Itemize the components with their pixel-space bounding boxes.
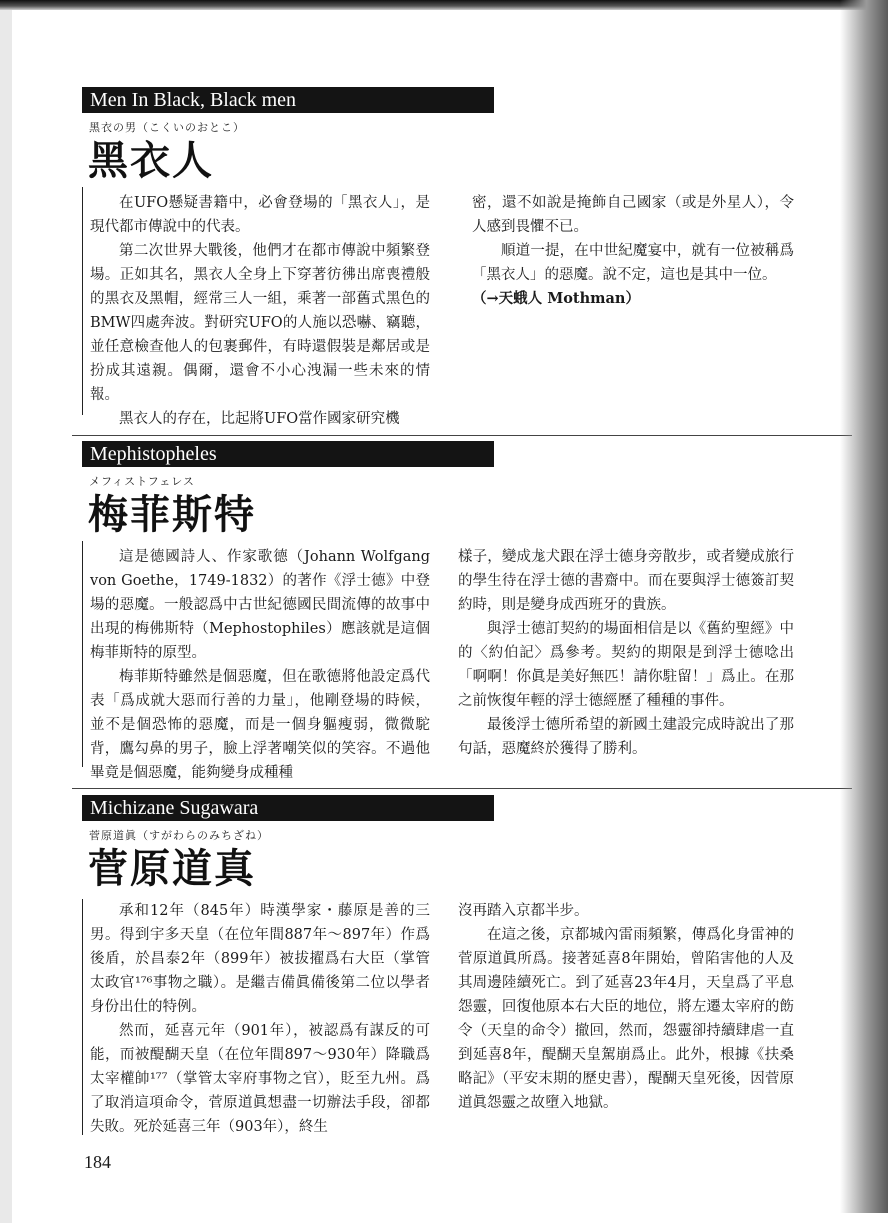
right-column (458, 545, 794, 761)
left-column-rule (82, 187, 83, 415)
paragraph: 最後浮士德所希望的新國土建設完成時說出了那句話，惡魔終於獲得了勝利。 (458, 717, 794, 757)
page-top-shadow (0, 0, 888, 10)
cross-reference: （→天蛾人 Mothman） (472, 290, 640, 307)
section-divider (72, 788, 852, 789)
entry-men-in-black (82, 87, 842, 427)
paragraph: 在這之後，京都城內雷雨頻繁，傳爲化身雷神的菅原道眞所爲。接著延喜8年開始，曾陷害他的人及其周邊陸續死亡。到了延喜23年4月，天皇爲了平息怨靈，回復他原本右大臣的地位，將左遷太宰府的飭令（天皇的命令）撤回，然而，怨靈卻持續肆虐一直到延喜8年，醍醐天皇駕崩爲止。此外，根據《扶桑略記》（平安末期的歷史書），醍醐天皇死後，因菅原道眞怨靈之故墮入地獄。 (458, 927, 794, 1111)
entry-michizane-sugawara (82, 795, 842, 1135)
page-number: 184 (84, 1152, 111, 1172)
section-divider (72, 435, 852, 436)
entry-title: 梅菲斯特 (88, 492, 256, 538)
english-title: Mephistopheles (82, 441, 494, 467)
paragraph: 梅菲斯特雖然是個惡魔，但在歌德將他設定爲代表「爲成就大惡而行善的力量」，他剛登場的時候，並不是個恐怖的惡魔，而是一個身軀瘦弱，微微駝背，鷹勾鼻的男子，臉上浮著嘲笑似的笑容。不過他畢竟是個惡魔，能夠變身成種種 (90, 669, 430, 781)
paragraph: 然而，延喜元年（901年），被認爲有謀反的可能，而被醍醐天皇（在位年間897～930年）降職爲太宰權帥¹⁷⁷（掌管太宰府事物之官），貶至九州。爲了取消這項命令，菅原道眞想盡一切辦法手段，卻都失敗。死於延喜三年（903年），終生 (90, 1023, 430, 1135)
paragraph: 與浮士德訂契約的場面相信是以《舊約聖經》中的〈約伯記〉爲參考。契約的期限是到浮士德唸出「啊啊！你眞是美好無匹！請你駐留！」爲止。在那之前恢復年輕的浮士德經歷了種種的事件。 (458, 621, 794, 709)
entry-title: 黑衣人 (88, 138, 214, 184)
reading: 菅原道眞（すがわらのみちざね） (89, 829, 269, 842)
reading: メフィストフェレス (89, 475, 195, 488)
paragraph: 黑衣人的存在，比起將UFO當作國家研究機 (119, 411, 400, 427)
left-column (90, 545, 430, 785)
paragraph: 第二次世界大戰後，他們才在都市傳說中頻繁登場。正如其名，黑衣人全身上下穿著彷彿出席喪禮般的黑衣及黑帽，經常三人一組，乘著一部舊式黑色的BMW四處奔波。對研究UFO的人施以恐嚇、竊聽，並任意檢查他人的包裹郵件，有時還假裝是鄰居或是扮成其遠親。偶爾，還會不小心洩漏一些未來的情報。 (90, 243, 430, 403)
entry-mephistopheles (82, 441, 842, 791)
paragraph: 順道一提，在中世紀魔宴中，就有一位被稱爲「黑衣人」的惡魔。說不定，這也是其中一位。 (472, 243, 794, 283)
paragraph: 這是德國詩人、作家歌德（Johann Wolfgang von Goethe，1749-1832）的著作《浮士德》中登場的惡魔。一般認爲中古世紀德國民間流傳的故事中出現的梅佛斯特（Mephostophiles）應該就是這個梅菲斯特的原型。 (90, 549, 430, 661)
paragraph: 沒再踏入京都半步。 (458, 903, 589, 919)
english-title: Men In Black, Black men (82, 87, 494, 113)
paragraph: 樣子，變成尨犬跟在浮士德身旁散步，或者變成旅行的學生待在浮士德的書齋中。而在要與浮士德簽訂契約時，則是變身成西班牙的貴族。 (458, 549, 794, 613)
paragraph: 在UFO懸疑書籍中，必會登場的「黑衣人」，是現代都市傳說中的代表。 (90, 195, 430, 235)
entry-title: 菅原道真 (88, 846, 256, 892)
left-column-rule (82, 541, 83, 767)
left-column (90, 191, 430, 431)
english-title: Michizane Sugawara (82, 795, 494, 821)
left-column (90, 899, 430, 1139)
paragraph: 承和12年（845年）時漢學家・藤原是善的三男。得到宇多天皇（在位年間887年～897年）作爲後盾，於昌泰2年（899年）被拔擢爲右大臣（掌管太政官¹⁷⁶事物之職）。是繼吉備眞備後第二位以學者身份出仕的特例。 (90, 903, 430, 1015)
right-column (458, 899, 794, 1115)
left-column-rule (82, 899, 83, 1135)
page-right-edge-shadow (840, 0, 888, 1213)
paragraph: 密，還不如說是掩飾自己國家（或是外星人），令人感到畏懼不已。 (472, 195, 794, 235)
right-column (472, 191, 794, 311)
reading: 黑衣の男（こくいのおとこ） (89, 121, 245, 134)
page-left-margin (0, 10, 12, 1223)
